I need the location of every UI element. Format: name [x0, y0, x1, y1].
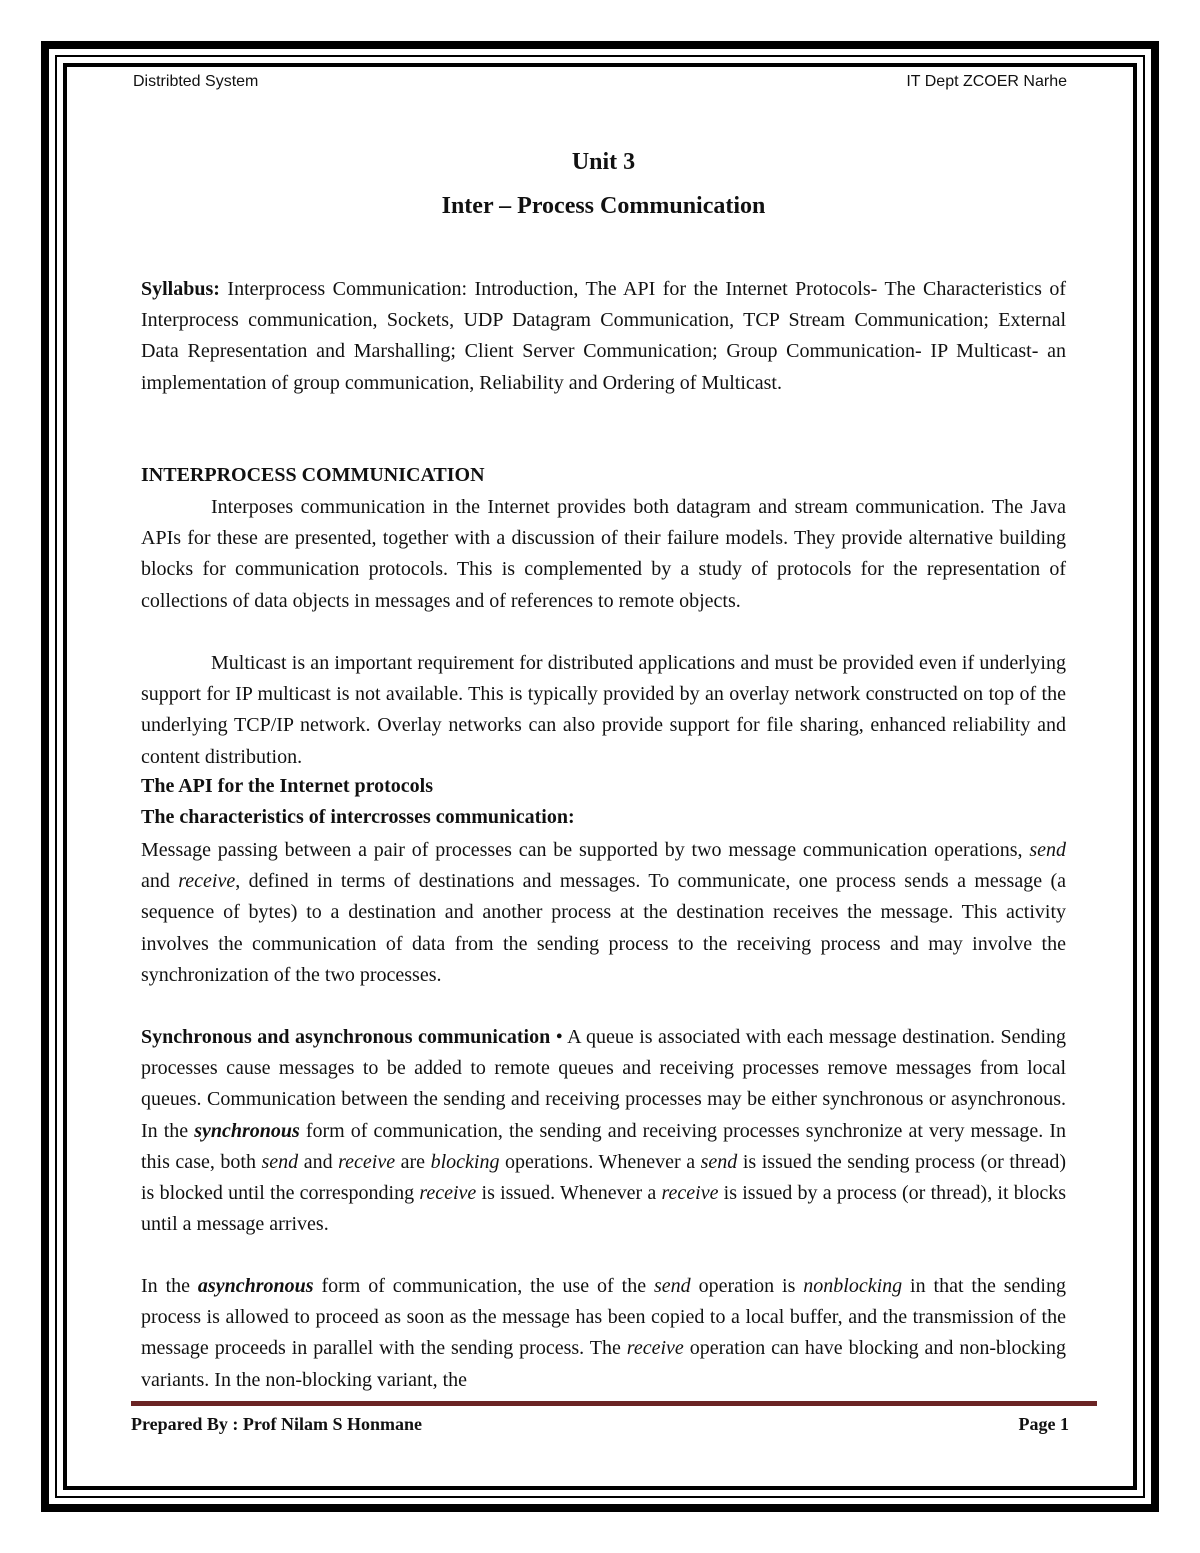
api-paragraph	[141, 835, 1066, 991]
sync-term-send-1: send	[261, 1150, 299, 1173]
sync-term-send-2: send	[700, 1150, 738, 1173]
api-heading: The API for the Internet protocols	[141, 775, 434, 797]
async-term-send: send	[653, 1275, 691, 1297]
async-text-a: In the	[141, 1275, 198, 1297]
sync-term-receive-2: receive	[419, 1182, 477, 1205]
syllabus-label: Syllabus:	[141, 278, 220, 300]
sync-text-g: is issued. Whenever a	[476, 1182, 662, 1205]
syllabus-paragraph	[141, 274, 1066, 399]
unit-title: Unit 3	[571, 149, 636, 175]
sync-term-blocking: blocking	[430, 1150, 500, 1173]
api-text-a: Message passing between a pair of processes can be supported by two message communication operations,	[141, 839, 1030, 861]
async-text-c: operation is	[690, 1275, 804, 1297]
sync-term-receive-3: receive	[661, 1182, 719, 1205]
sync-text-f: is issued the sending process (or thread) is blocked until the corresponding	[141, 1150, 1067, 1205]
api-text-c: , defined in terms of destinations and messages. To communicate, one process sends a message (a sequence of bytes) to a destination and another process at the destination receives the message. This activity involves the communication of data from the sending process to the receiving process and may involve the synchronization of the two processes.	[141, 870, 1066, 986]
async-text-b: form of communication, the use of the	[313, 1275, 654, 1297]
sync-paragraph	[141, 1022, 1066, 1240]
sync-lead: Synchronous and asynchronous communication	[141, 1026, 551, 1048]
sync-text-a: • A queue is associated with each message destination. Sending processes cause messages to be added to remote queues and receiving processes remove messages from local queues. Communication between the sending and receiving processes may be either synchronous or asynchronous. In the	[141, 1026, 1066, 1142]
sync-text-h: is issued by a process (or thread), it blocks until a message arrives.	[141, 1182, 1066, 1236]
footer-author: Prepared By : Prof Nilam S Honmane	[131, 1414, 422, 1434]
async-text-e: operation can have blocking and non-blocking variants. In the non-blocking variant, the	[141, 1337, 1066, 1391]
async-term-asynchronous: asynchronous	[197, 1275, 314, 1297]
syllabus-text: Interprocess Communication: Introduction, The API for the Internet Protocols- The Characteristics of Interprocess communication, Sockets, UDP Datagram Communication, TCP Stream Communication; External Data Representation and Marshalling; Client Server Communication; Group Communication- IP Multicast- an implementation of group communication, Reliability and Ordering of Multicast.	[141, 278, 1066, 394]
ipc-paragraph-1: Interposes communication in the Internet provides both datagram and stream communication. The Java APIs for these are presented, together with a discussion of their failure models. They provide alternative building blocks for communication protocols. This is complemented by a study of protocols for the representation of collections of data objects in messages and of references to remote objects.	[141, 496, 1066, 612]
header-right: IT Dept ZCOER Narhe	[906, 73, 1067, 90]
ipc-paragraph-2: Multicast is an important requirement for distributed applications and must be provided even if underlying support for IP multicast is not available. This is typically provided by an overlay network constructed on top of the underlying TCP/IP network. Overlay networks can also provide support for file sharing, enhanced reliability and content distribution.	[141, 652, 1066, 768]
api-subheading: The characteristics of intercrosses communication:	[141, 806, 575, 828]
footer-rule	[131, 1401, 1097, 1406]
api-term-receive: receive	[178, 870, 236, 893]
sync-text-d: are	[395, 1150, 431, 1173]
async-term-receive: receive	[626, 1337, 684, 1360]
header-left: Distribted System	[133, 73, 259, 90]
sync-text-e: operations. Whenever a	[499, 1150, 701, 1173]
page-number: Page 1	[1018, 1414, 1069, 1434]
sync-text-b: form of communication, the sending and receiving processes synchronize at very message. In this case, both	[141, 1119, 1067, 1173]
async-text-d: in that the sending process is allowed to proceed as soon as the message has been copied to a local buffer, and the transmission of the message proceeds in parallel with the sending process. The	[141, 1275, 1066, 1360]
sync-term-receive-1: receive	[338, 1150, 396, 1173]
async-term-nonblocking: nonblocking	[803, 1275, 903, 1297]
sync-text-c: and	[298, 1150, 339, 1173]
topic-title: Inter – Process Communication	[441, 193, 766, 219]
api-term-send: send	[1029, 839, 1066, 861]
sync-term-synchronous: synchronous	[194, 1119, 300, 1142]
ipc-heading: INTERPROCESS COMMUNICATION	[141, 464, 485, 486]
async-paragraph	[141, 1271, 1066, 1396]
api-text-b: and	[141, 870, 179, 893]
